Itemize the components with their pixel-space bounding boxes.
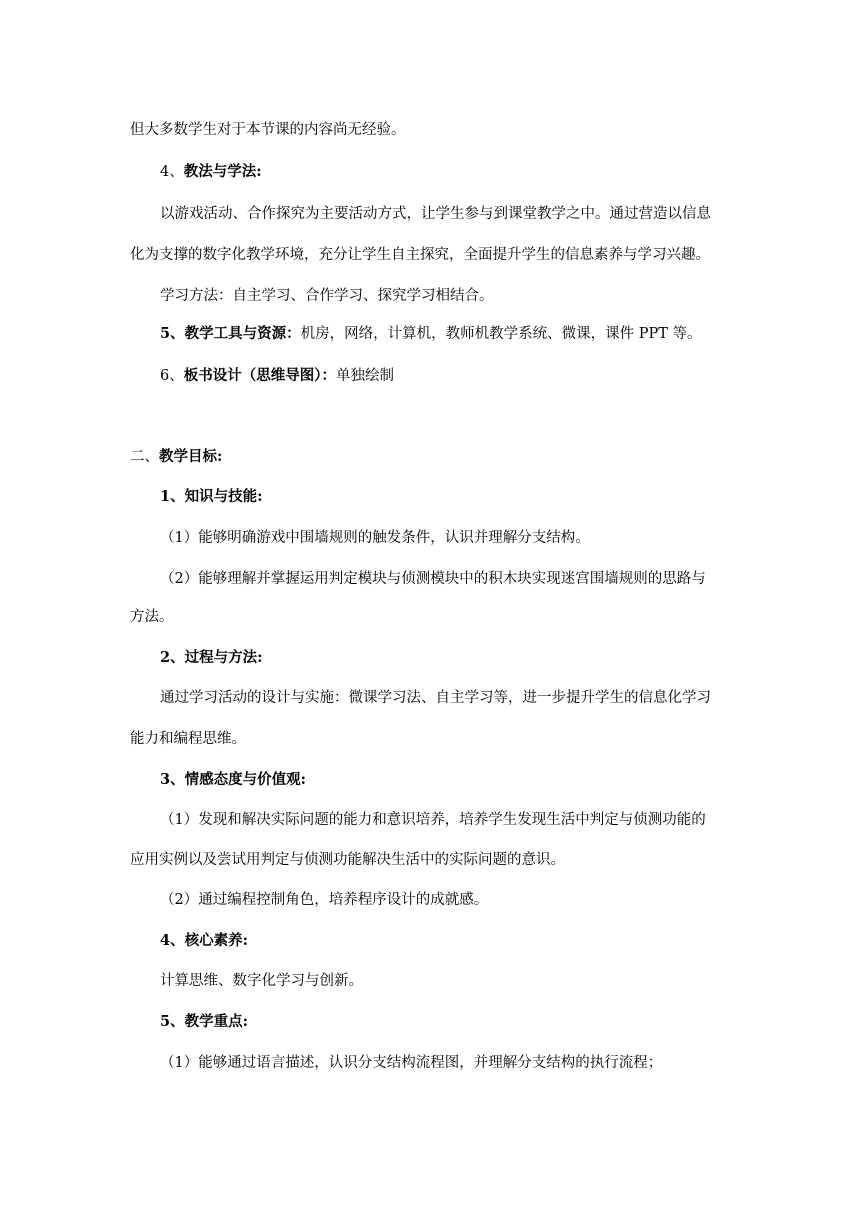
section-body: 单独绘制 [335,368,394,384]
section-title: 板书设计（思维导图）： [183,367,336,384]
chapter-heading [130,447,222,467]
paragraph-line: 能力和编程思维。 [130,731,246,747]
paragraph-line: 计算思维、数字化学习与创新。 [160,973,363,989]
chapter-title: 教学目标: [159,448,223,465]
section-number: 6、 [160,368,184,384]
paragraph-line: 应用实例以及尝试用判定与侦测功能解决生活中的实际问题的意识。 [130,852,565,868]
paragraph-line: 以游戏活动、合作探究为主要活动方式，让学生参与到课堂教学之中。通过营造以信息 [160,206,711,222]
paragraph-line: （1）能够明确游戏中围墙规则的触发条件，认识并理解分支结构。 [160,530,590,546]
section-title: 5、教学工具与资源： [160,325,301,342]
subsection-heading: 2、过程与方法: [160,649,263,666]
section-heading [160,162,262,182]
subsection-heading: 3、情感态度与价值观: [160,771,306,788]
paragraph-line: （1）发现和解决实际问题的能力和意识培养，培养学生发现生活中判定与侦测功能的 [160,812,706,828]
paragraph-line: 方法。 [130,609,174,625]
paragraph-line: 化为支撑的数字化教学环境，充分让学生自主探究，全面提升学生的信息素养与学习兴趣。 [130,247,710,263]
section-heading [160,324,702,344]
paragraph-line: 但大多数学生对于本节课的内容尚无经验。 [130,122,406,138]
subsection-heading: 4、核心素养: [160,932,248,949]
paragraph-line: （2）通过编程控制角色，培养程序设计的成就感。 [160,892,489,908]
chapter-number: 二、 [130,449,159,465]
section-title: 教法与学法: [183,163,262,180]
paragraph-line: （1）能够通过语言描述，认识分支结构流程图，并理解分支结构的执行流程； [160,1055,663,1071]
paragraph-line: 通过学习活动的设计与实施：微课学习法、自主学习等，进一步提升学生的信息化学习 [160,690,711,706]
paragraph-line: （2）能够理解并掌握运用判定模块与侦测模块中的积木块实现迷宫围墙规则的思路与 [160,571,706,587]
subsection-heading: 5、教学重点: [160,1013,248,1030]
paragraph-line: 学习方法：自主学习、合作学习、探究学习相结合。 [160,288,494,304]
section-body: 机房，网络，计算机，教师机教学系统、微课，课件 PPT 等。 [300,326,702,342]
section-number: 4、 [160,164,184,180]
section-heading [160,366,394,386]
subsection-heading: 1、知识与技能: [160,488,263,505]
